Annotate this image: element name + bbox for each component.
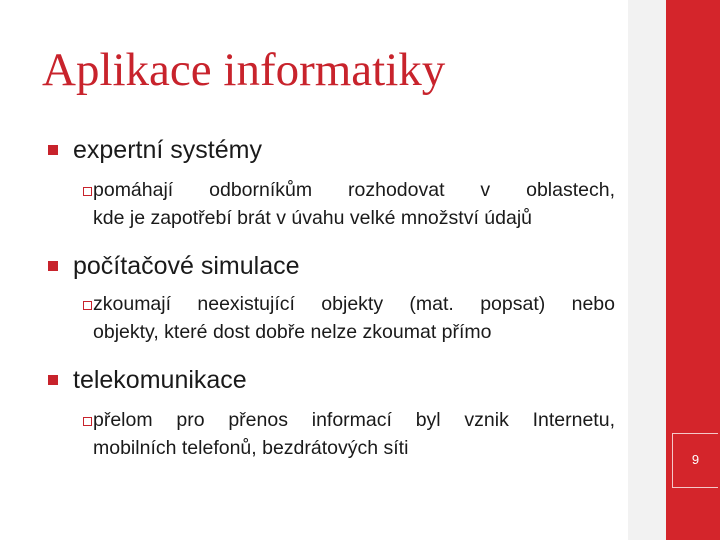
hollow-square-bullet-icon <box>83 187 92 196</box>
square-bullet-icon <box>48 261 58 271</box>
sub-bullet-line-2: objekty, které dost dobře nelze zkoumat přímo <box>93 321 492 343</box>
page-number-box <box>672 433 718 488</box>
hollow-square-bullet-icon <box>83 417 92 426</box>
sub-bullet-line-1: přelom pro přenos informací byl vznik Internetu, <box>93 409 615 431</box>
side-gray-band <box>628 0 666 540</box>
slide-title: Aplikace informatiky <box>42 44 446 96</box>
sub-bullet-telecommunications <box>83 406 615 462</box>
sub-bullet-line-2: kde je zapotřebí brát v úvahu velké množství údajů <box>93 207 532 229</box>
sub-bullet-computer-simulations <box>83 290 615 346</box>
square-bullet-icon <box>48 145 58 155</box>
sub-bullet-line-1: zkoumají neexistující objekty (mat. popsat) nebo <box>93 293 615 315</box>
sub-bullet-line-1: pomáhají odborníkům rozhodovat v oblastech, <box>93 179 615 201</box>
sub-bullet-line-2: mobilních telefonů, bezdrátových síti <box>93 437 409 459</box>
hollow-square-bullet-icon <box>83 301 92 310</box>
page-number: 9 <box>691 452 700 467</box>
sub-bullet-expert-systems <box>83 176 615 232</box>
bullet-heading: telekomunikace <box>73 366 247 394</box>
square-bullet-icon <box>48 375 58 385</box>
bullet-heading: počítačové simulace <box>73 252 300 280</box>
bullet-heading: expertní systémy <box>73 136 262 164</box>
